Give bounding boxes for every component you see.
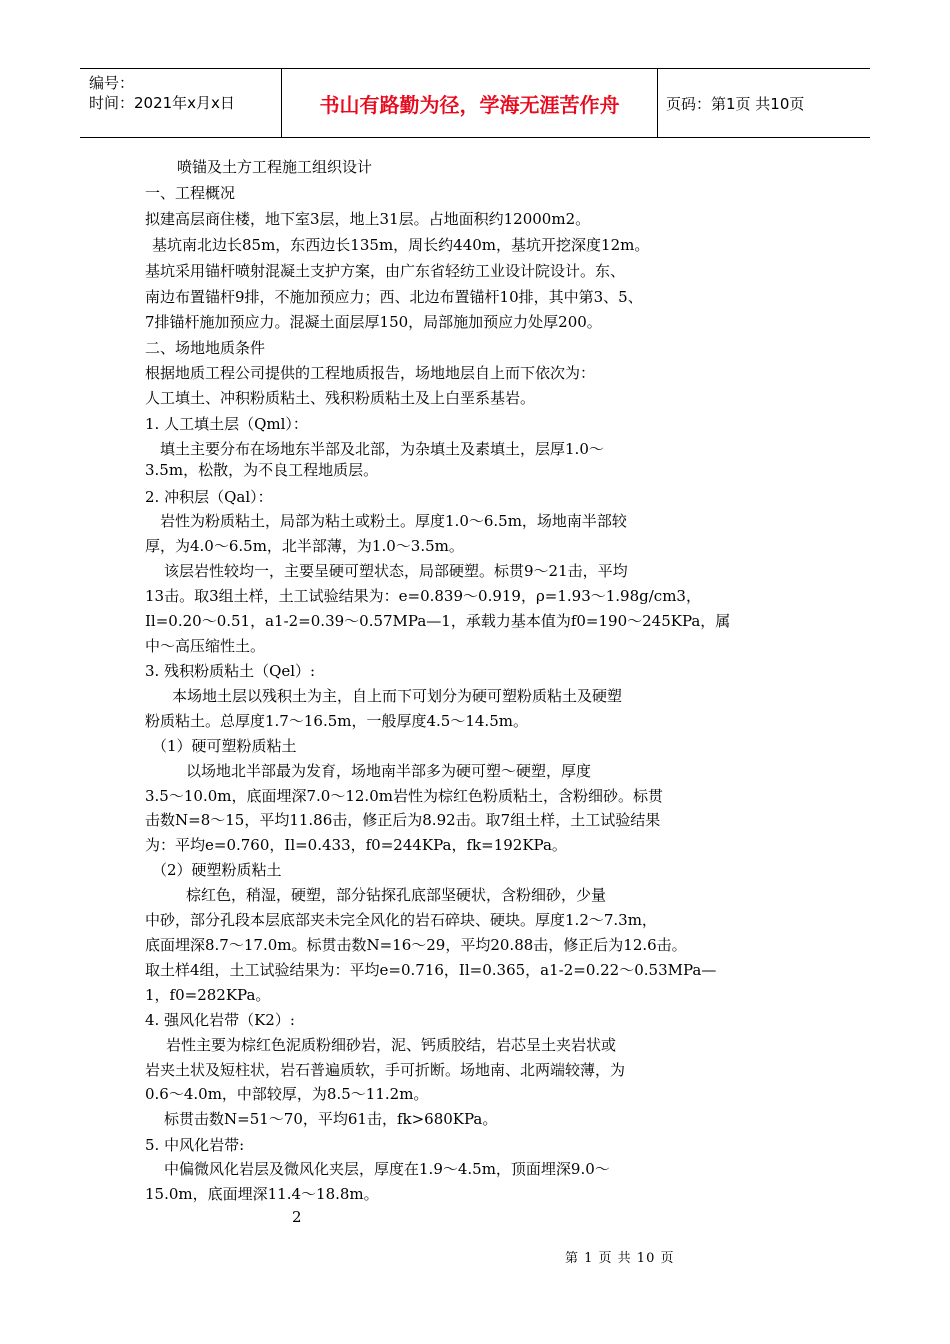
text-line: 中～高压缩性土。 — [145, 637, 266, 655]
text-line: 0.6～4.0m，中部较厚，为8.5～11.2m。 — [145, 1085, 429, 1103]
text-line: 底面埋深8.7～17.0m。标贯击数N=16～29，平均20.88击，修正后为12.6击。 — [145, 936, 687, 954]
text-line: 粉质粘土。总厚度1.7～16.5m，一般厚度4.5～14.5m。 — [145, 712, 528, 730]
text-line: 岩性为粉质粘土，局部为粘土或粉土。厚度1.0～6.5m，场地南半部较 — [160, 512, 627, 530]
text-line: 南边布置锚杆9排，不施加预应力；西、北边布置锚杆10排，其中第3、5、 — [145, 288, 643, 306]
text-line: 根据地质工程公司提供的工程地质报告，场地地层自上而下依次为： — [145, 364, 596, 382]
text-line: 2. 冲积层（Qal）： — [145, 488, 273, 506]
text-line: Il=0.20～0.51，a1-2=0.39～0.57MPa—1，承载力基本值为f0=190～245KPa，属 — [145, 612, 731, 630]
text-line: 1，f0=282KPa。 — [145, 986, 271, 1004]
header-motto: 书山有路勤为径，学海无涯苦作舟 — [282, 69, 658, 137]
text-line: 基坑南北边长85m，东西边长135m，周长约440m，基坑开挖深度12m。 — [152, 236, 650, 254]
inline-page-number: 2 — [292, 1208, 302, 1226]
text-line: 标贯击数N=51～70，平均61击，fk>680KPa。 — [164, 1110, 498, 1128]
text-line: 人工填土、冲积粉质粘土、残积粉质粘土及上白垩系基岩。 — [145, 389, 536, 407]
text-line: 5. 中风化岩带: — [145, 1136, 245, 1154]
text-line: 为：平均e=0.760，Il=0.433，f0=244KPa，fk=192KPa。 — [145, 836, 567, 854]
text-line: 二、场地地质条件 — [145, 339, 266, 357]
text-line: （2）硬塑粉质粘土 — [152, 861, 282, 879]
page-footer: 第 1 页 共 10 页 — [565, 1251, 675, 1266]
text-line: 以场地北半部最为发育，场地南半部多为硬可塑～硬塑，厚度 — [186, 762, 592, 780]
text-line: 4. 强风化岩带（K2）: — [145, 1011, 295, 1029]
page-header — [80, 68, 870, 138]
text-line: 3. 残积粉质粘土（Qel）: — [145, 662, 316, 680]
text-line: 3.5m，松散，为不良工程地质层。 — [145, 461, 379, 479]
document-number-label: 编号： — [89, 74, 135, 92]
text-line: （1）硬可塑粉质粘土 — [152, 737, 297, 755]
text-line: 拟建高层商住楼，地下室3层，地上31层。占地面积约12000m2。 — [145, 210, 591, 228]
text-line: 厚，为4.0～6.5m，北半部薄，为1.0～3.5m。 — [145, 537, 464, 555]
text-line: 取土样4组，土工试验结果为：平均e=0.716，Il=0.365，a1-2=0.22～0.53MPa— — [145, 961, 717, 979]
document-date-label: 时间：2021年x月x日 — [89, 94, 235, 112]
text-line: 3.5～10.0m，底面埋深7.0～12.0m岩性为棕红色粉质粘土，含粉细砂。标贯 — [145, 787, 663, 805]
text-line: 岩夹土状及短柱状，岩石普遍质软，手可折断。场地南、北两端较薄，为 — [145, 1061, 626, 1079]
text-line: 喷锚及土方工程施工组织设计 — [177, 158, 373, 176]
text-line: 一、工程概况 — [145, 184, 236, 202]
text-line: 填土主要分布在场地东半部及北部，为杂填土及素填土，层厚1.0～ — [160, 440, 604, 458]
text-line: 岩性主要为棕红色泥质粉细砂岩，泥、钙质胶结，岩芯呈土夹岩状或 — [166, 1036, 617, 1054]
text-line: 该层岩性较均一，主要呈硬可塑状态，局部硬塑。标贯9～21击，平均 — [164, 562, 628, 580]
header-page-label: 页码：第1页 共10页 — [666, 94, 805, 113]
text-line: 中砂，部分孔段本层底部夹未完全风化的岩石碎块、硬块。厚度1.2～7.3m， — [145, 911, 657, 929]
text-line: 棕红色，稍湿，硬塑，部分钻探孔底部坚硬状，含粉细砂，少量 — [186, 886, 607, 904]
text-line: 基坑采用锚杆喷射混凝土支护方案，由广东省轻纺工业设计院设计。东、 — [145, 262, 626, 280]
header-meta-cell — [80, 69, 282, 137]
text-line: 15.0m，底面埋深11.4～18.8m。 — [145, 1185, 379, 1203]
text-line: 13击。取3组土样，土工试验结果为：e=0.839～0.919，ρ=1.93～1.98g/cm3， — [145, 587, 701, 605]
text-line: 中偏微风化岩层及微风化夹层，厚度在1.9～4.5m，顶面埋深9.0～ — [164, 1160, 610, 1178]
text-line: 击数N=8～15，平均11.86击，修正后为8.92击。取7组土样，土工试验结果 — [145, 811, 661, 829]
text-line: 本场地土层以残积土为主，自上而下可划分为硬可塑粉质粘土及硬塑 — [172, 687, 623, 705]
text-line: 1. 人工填土层（Qml）： — [145, 415, 308, 433]
text-line: 7排锚杆施加预应力。混凝土面层厚150，局部施加预应力处厚200。 — [145, 313, 602, 331]
